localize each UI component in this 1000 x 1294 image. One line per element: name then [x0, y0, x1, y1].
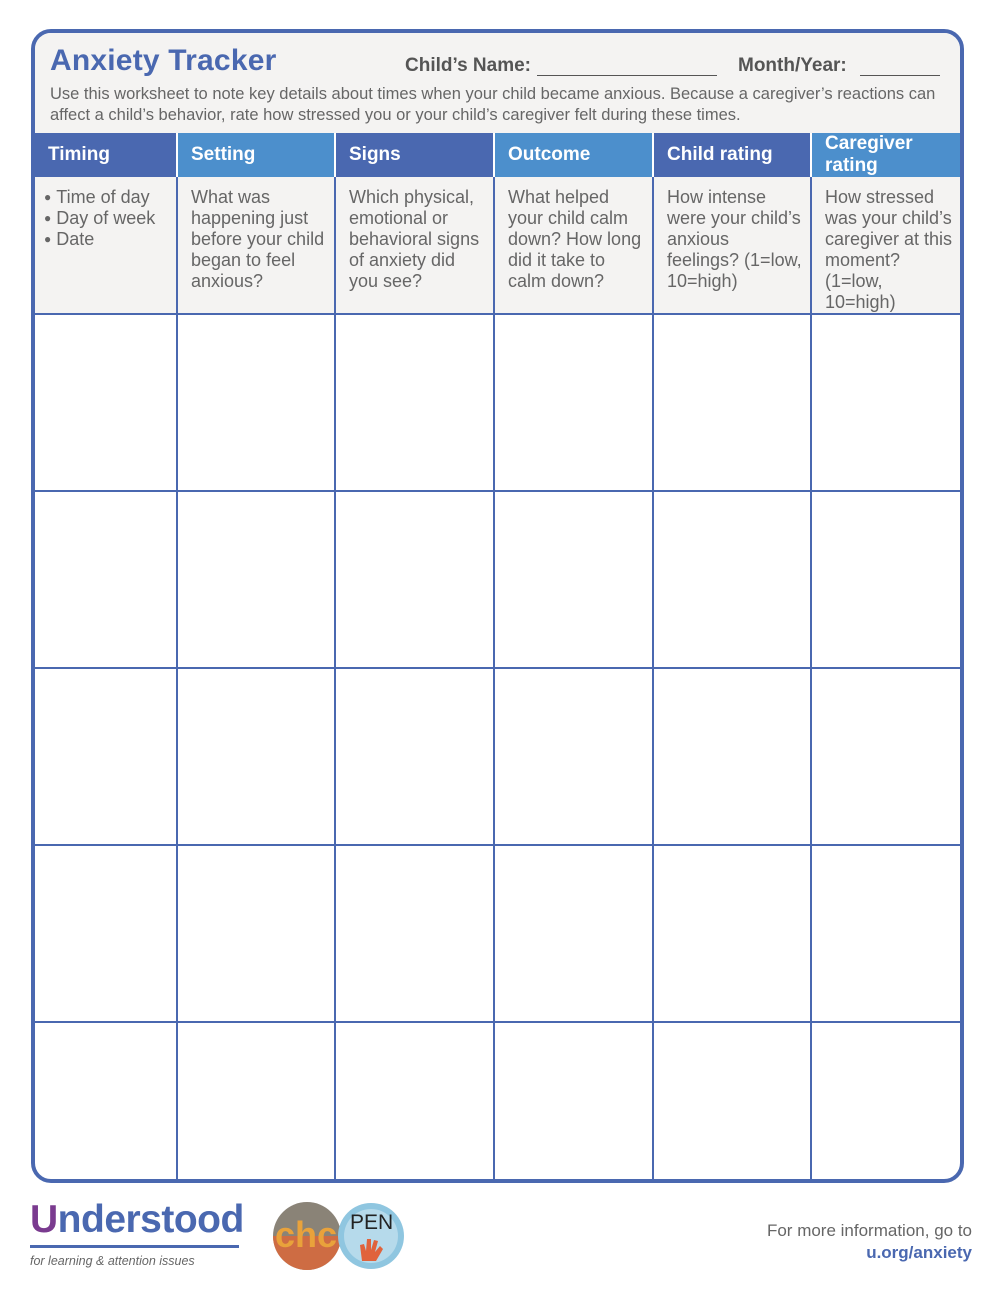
- column-header-signs: Signs: [335, 133, 494, 177]
- child-rating-description: How intense were your child’s anxious feelings? (1=low, 10=high): [653, 177, 811, 314]
- entry-cell[interactable]: [35, 845, 177, 1022]
- entry-cell[interactable]: [35, 491, 177, 668]
- table-row: [35, 845, 960, 1022]
- entry-cell[interactable]: [811, 668, 960, 845]
- entry-cell[interactable]: [35, 314, 177, 491]
- entry-cell[interactable]: [653, 845, 811, 1022]
- column-header-timing: Timing: [35, 133, 177, 177]
- worksheet-header: [35, 33, 960, 133]
- entry-cell[interactable]: [653, 491, 811, 668]
- entry-cell[interactable]: [811, 845, 960, 1022]
- entry-cell[interactable]: [494, 845, 653, 1022]
- entry-cell[interactable]: [811, 314, 960, 491]
- timing-description: [35, 177, 177, 314]
- entry-cell[interactable]: [494, 491, 653, 668]
- column-header-outcome: Outcome: [494, 133, 653, 177]
- entry-cell[interactable]: [177, 314, 335, 491]
- entry-cell[interactable]: [811, 1022, 960, 1183]
- timing-item: ● Date: [44, 229, 170, 250]
- table-row: [35, 491, 960, 668]
- worksheet-frame: [31, 29, 964, 1183]
- column-header-child-rating: Child rating: [653, 133, 811, 177]
- page-title: Anxiety Tracker: [50, 44, 277, 77]
- intro-text: Use this worksheet to note key details about times when your child became anxious. Because a caregiver’s reactions can affect a child’s behavior, rate how stressed you or your child’s caregiver felt during these times.: [50, 85, 936, 124]
- entry-cell[interactable]: [653, 668, 811, 845]
- entry-cell[interactable]: [177, 491, 335, 668]
- understood-logo[interactable]: [30, 1198, 244, 1268]
- more-info-link[interactable]: u.org/anxiety: [866, 1243, 972, 1262]
- setting-description: What was happening just before your child began to feel anxious?: [177, 177, 335, 314]
- pen-text: PEN: [350, 1211, 394, 1234]
- month-year-label: Month/Year:: [738, 55, 847, 76]
- entry-cell[interactable]: [335, 668, 494, 845]
- logo-tagline: for learning & attention issues: [30, 1254, 195, 1268]
- logo-underline: [30, 1245, 239, 1248]
- column-header-caregiver-rating: Caregiver rating: [811, 133, 960, 177]
- outcome-description: What helped your child calm down? How long did it take to calm down?: [494, 177, 653, 314]
- tracker-table: [35, 133, 960, 1183]
- entry-cell[interactable]: [335, 845, 494, 1022]
- entry-cell[interactable]: [335, 491, 494, 668]
- entry-cell[interactable]: [35, 1022, 177, 1183]
- entry-cell[interactable]: [177, 668, 335, 845]
- table-row: [35, 668, 960, 845]
- table-row: [35, 1022, 960, 1183]
- entry-cell[interactable]: [177, 845, 335, 1022]
- entry-cell[interactable]: [653, 314, 811, 491]
- child-name-label: Child’s Name:: [405, 55, 531, 76]
- chc-text: chc: [275, 1214, 338, 1255]
- chc-pen-logo: [272, 1201, 406, 1271]
- entry-cell[interactable]: [335, 1022, 494, 1183]
- understood-wordmark: Understood: [30, 1198, 244, 1241]
- column-header-setting: Setting: [177, 133, 335, 177]
- entry-cell[interactable]: [35, 668, 177, 845]
- month-year-field[interactable]: [860, 75, 940, 76]
- timing-item: ● Time of day: [44, 187, 170, 208]
- entry-cell[interactable]: [494, 1022, 653, 1183]
- entry-cell[interactable]: [494, 668, 653, 845]
- timing-item: ● Day of week: [44, 208, 170, 229]
- entry-cell[interactable]: [177, 1022, 335, 1183]
- table-row: [35, 314, 960, 491]
- entry-cell[interactable]: [811, 491, 960, 668]
- more-info-text: For more information, go to: [766, 1221, 972, 1240]
- more-info: [767, 1220, 972, 1264]
- entry-cell[interactable]: [653, 1022, 811, 1183]
- signs-description: Which physical, emotional or behavioral signs of anxiety did you see?: [335, 177, 494, 314]
- caregiver-rating-description: How stressed was your child’s caregiver at this moment? (1=low, 10=high): [811, 177, 960, 314]
- entry-cell[interactable]: [494, 314, 653, 491]
- entry-cell[interactable]: [335, 314, 494, 491]
- child-name-field[interactable]: [537, 75, 717, 76]
